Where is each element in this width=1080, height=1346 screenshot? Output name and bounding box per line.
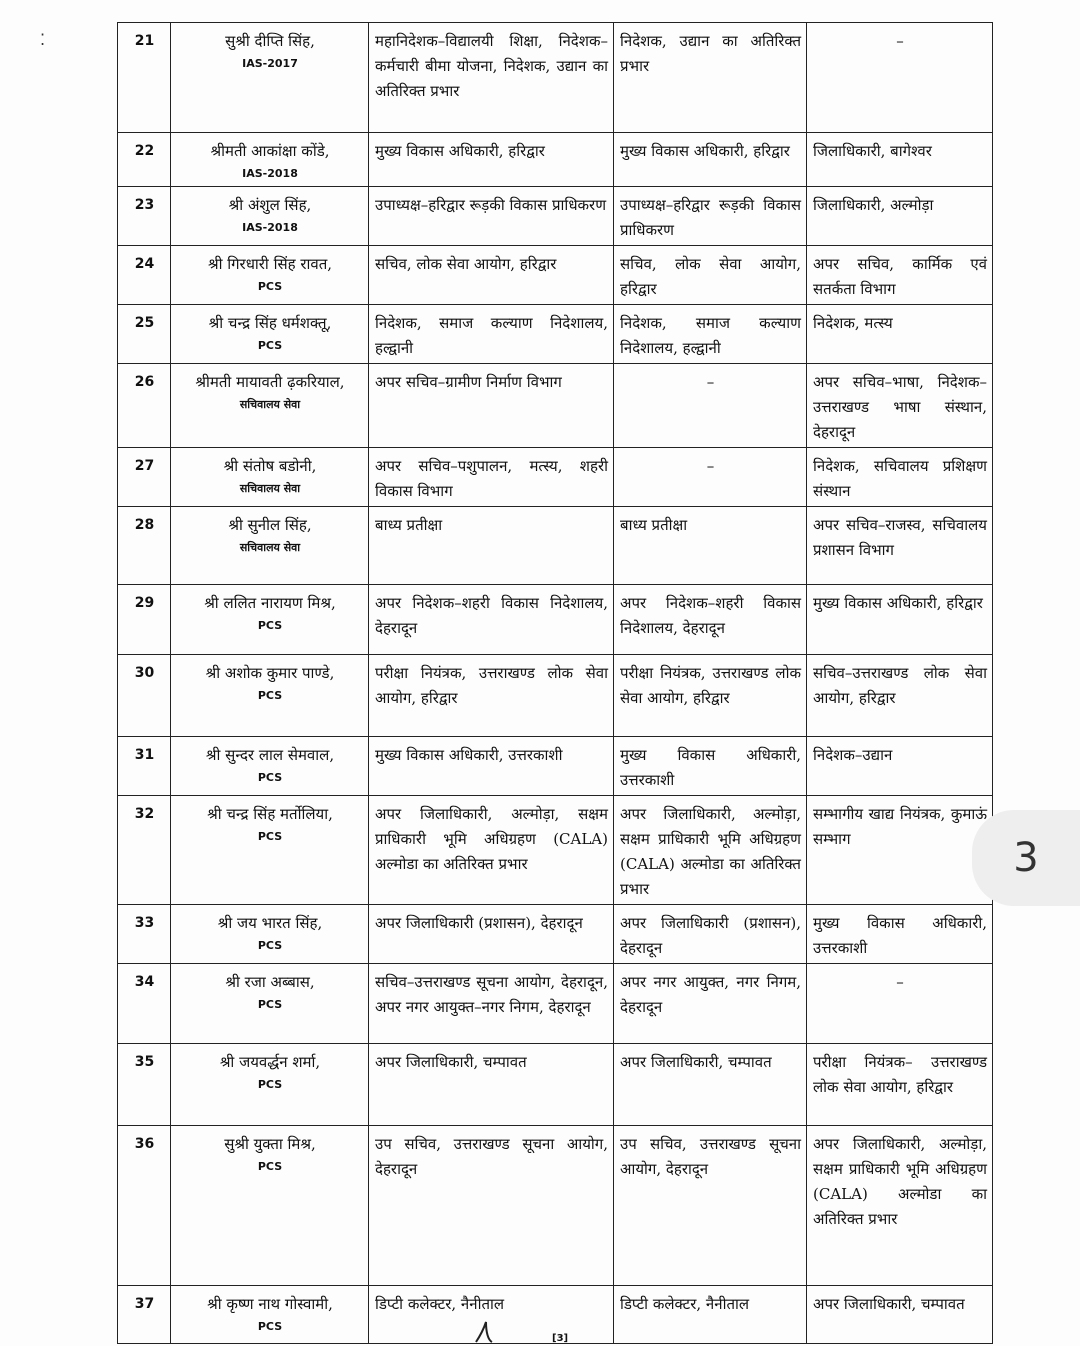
officer-name: श्रीमती आकांक्षा कोंडे,: [210, 142, 330, 160]
officer-service: PCS: [257, 1160, 283, 1173]
officer-service: PCS: [257, 830, 283, 843]
row-number: 33: [118, 905, 171, 964]
row-number: 34: [118, 964, 171, 1044]
table-row: [118, 737, 993, 796]
officer-service: सचिवालय सेवा: [239, 482, 301, 495]
table-row: [118, 246, 993, 305]
row-number: 22: [118, 133, 171, 187]
officer-cell: [171, 187, 369, 246]
current-post: अपर जिलाधिकारी, अल्मोड़ा, सक्षम प्राधिकारी भूमि अधिग्रहण (CALA) अल्मोडा का अतिरिक्त प्रभार: [369, 796, 614, 905]
page-number-tab[interactable]: 3: [972, 810, 1080, 906]
current-post: सचिव–उत्तराखण्ड सूचना आयोग, देहरादून, अपर नगर आयुक्त–नगर निगम, देहरादून: [369, 964, 614, 1044]
relieved-post: निदेशक, समाज कल्याण निदेशालय, हल्द्वानी: [614, 305, 807, 364]
row-number: 24: [118, 246, 171, 305]
current-post: परीक्षा नियंत्रक, उत्तराखण्ड लोक सेवा आयोग, हरिद्वार: [369, 655, 614, 737]
current-post: अपर जिलाधिकारी (प्रशासन), देहरादून: [369, 905, 614, 964]
table-row: [118, 655, 993, 737]
officer-cell: [171, 964, 369, 1044]
new-post: निदेशक, मत्स्य: [807, 305, 993, 364]
officer-name: श्री अशोक कुमार पाण्डे,: [205, 664, 335, 682]
relieved-post: अपर जिलाधिकारी (प्रशासन), देहरादून: [614, 905, 807, 964]
signature-mark: [470, 1318, 510, 1346]
current-post: उपाध्यक्ष–हरिद्वार रूड़की विकास प्राधिकरण: [369, 187, 614, 246]
relieved-post: –: [614, 448, 807, 507]
officer-cell: [171, 448, 369, 507]
row-number: 36: [118, 1126, 171, 1286]
relieved-post: अपर जिलाधिकारी, चम्पावत: [614, 1044, 807, 1126]
table-row: [118, 905, 993, 964]
row-number: 26: [118, 364, 171, 448]
current-post: निदेशक, समाज कल्याण निदेशालय, हल्द्वानी: [369, 305, 614, 364]
new-post: मुख्य विकास अधिकारी, हरिद्वार: [807, 585, 993, 655]
table-body: [118, 23, 993, 1344]
current-post: अपर जिलाधिकारी, चम्पावत: [369, 1044, 614, 1126]
officer-name: श्री कृष्ण नाथ गोस्वामी,: [207, 1295, 333, 1313]
new-post: जिलाधिकारी, अल्मोड़ा: [807, 187, 993, 246]
officer-name: श्रीमती मायावती ढ़करियाल,: [195, 373, 345, 391]
new-post: अपर सचिव–भाषा, निदेशक–उत्तराखण्ड भाषा संस्थान, देहरादून: [807, 364, 993, 448]
table-row: [118, 448, 993, 507]
relieved-post: डिप्टी कलेक्टर, नैनीताल: [614, 1286, 807, 1344]
officer-cell: [171, 23, 369, 133]
officer-name: श्री संतोष बडोनी,: [223, 457, 317, 475]
current-post: डिप्टी कलेक्टर, नैनीताल: [369, 1286, 614, 1344]
officer-service: PCS: [257, 689, 283, 702]
table-row: [118, 796, 993, 905]
officer-service: PCS: [257, 1078, 283, 1091]
table-row: [118, 23, 993, 133]
officer-cell: [171, 796, 369, 905]
officer-name: श्री जयवर्द्धन शर्मा,: [219, 1053, 321, 1071]
current-post: अपर सचिव–पशुपालन, मत्स्य, शहरी विकास विभाग: [369, 448, 614, 507]
officer-name: श्री अंशुल सिंह,: [228, 196, 312, 214]
officer-cell: [171, 364, 369, 448]
new-post: अपर सचिव, कार्मिक एवं सतर्कता विभाग: [807, 246, 993, 305]
row-number: 23: [118, 187, 171, 246]
new-post: अपर जिलाधिकारी, अल्मोड़ा, सक्षम प्राधिकारी भूमि अधिग्रहण (CALA) अल्मोडा का अतिरिक्त प्रभार: [807, 1126, 993, 1286]
relieved-post: –: [614, 364, 807, 448]
new-post: अपर सचिव–राजस्व, सचिवालय प्रशासन विभाग: [807, 507, 993, 585]
officer-cell: [171, 1126, 369, 1286]
relieved-post: अपर नगर आयुक्त, नगर निगम, देहरादून: [614, 964, 807, 1044]
officer-service: IAS-2018: [242, 167, 298, 180]
officer-name: श्री सुन्दर लाल सेमवाल,: [205, 746, 335, 764]
table-row: [118, 585, 993, 655]
officer-name: श्री गिरधारी सिंह रावत,: [207, 255, 333, 273]
relieved-post: उपाध्यक्ष–हरिद्वार रूड़की विकास प्राधिकरण: [614, 187, 807, 246]
officer-service: PCS: [257, 771, 283, 784]
officer-service: सचिवालय सेवा: [239, 398, 301, 411]
row-number: 31: [118, 737, 171, 796]
officer-cell: [171, 246, 369, 305]
relieved-post: मुख्य विकास अधिकारी, उत्तरकाशी: [614, 737, 807, 796]
new-post: सम्भागीय खाद्य नियंत्रक, कुमाऊं सम्भाग: [807, 796, 993, 905]
relieved-post: मुख्य विकास अधिकारी, हरिद्वार: [614, 133, 807, 187]
officer-service: PCS: [257, 939, 283, 952]
officer-cell: [171, 133, 369, 187]
table-row: [118, 1126, 993, 1286]
current-post: मुख्य विकास अधिकारी, उत्तरकाशी: [369, 737, 614, 796]
table-row: [118, 133, 993, 187]
officer-name: श्री ललित नारायण मिश्र,: [204, 594, 336, 612]
officer-service: सचिवालय सेवा: [239, 541, 301, 554]
officer-name: श्री सुनील सिंह,: [228, 516, 312, 534]
relieved-post: अपर निदेशक–शहरी विकास निदेशालय, देहरादून: [614, 585, 807, 655]
officer-cell: [171, 1044, 369, 1126]
officer-name: श्री जय भारत सिंह,: [217, 914, 323, 932]
officer-service: IAS-2018: [242, 221, 298, 234]
officer-name: श्री चन्द्र सिंह धर्मशक्तू,: [208, 314, 332, 332]
table-row: [118, 1044, 993, 1126]
relieved-post: अपर जिलाधिकारी, अल्मोड़ा, सक्षम प्राधिकारी भूमि अधिग्रहण (CALA) अल्मोडा का अतिरिक्त प्रभार: [614, 796, 807, 905]
officer-name: श्री चन्द्र सिंह मर्तोलिया,: [207, 805, 333, 823]
officer-service: PCS: [257, 619, 283, 632]
officer-service: IAS-2017: [242, 57, 298, 70]
current-post: उप सचिव, उत्तराखण्ड सूचना आयोग, देहरादून: [369, 1126, 614, 1286]
margin-mark: ⁚: [40, 30, 46, 49]
row-number: 28: [118, 507, 171, 585]
officer-service: PCS: [257, 339, 283, 352]
officer-cell: [171, 305, 369, 364]
table-row: [118, 964, 993, 1044]
transfer-table: [117, 22, 993, 1344]
current-post: अपर निदेशक–शहरी विकास निदेशालय, देहरादून: [369, 585, 614, 655]
row-number: 32: [118, 796, 171, 905]
officer-service: PCS: [257, 280, 283, 293]
new-post: निदेशक–उद्यान: [807, 737, 993, 796]
relieved-post: बाध्य प्रतीक्षा: [614, 507, 807, 585]
officer-cell: [171, 655, 369, 737]
row-number: 25: [118, 305, 171, 364]
row-number: 30: [118, 655, 171, 737]
officer-cell: [171, 737, 369, 796]
officer-cell: [171, 905, 369, 964]
row-number: 21: [118, 23, 171, 133]
officer-name: सुश्री युक्ता मिश्र,: [224, 1135, 316, 1153]
new-post: अपर जिलाधिकारी, चम्पावत: [807, 1286, 993, 1344]
current-post: मुख्य विकास अधिकारी, हरिद्वार: [369, 133, 614, 187]
current-post: अपर सचिव–ग्रामीण निर्माण विभाग: [369, 364, 614, 448]
officer-service: PCS: [257, 998, 283, 1011]
footer-page-number: [3]: [552, 1333, 569, 1344]
new-post: –: [807, 23, 993, 133]
officer-cell: [171, 585, 369, 655]
relieved-post: उप सचिव, उत्तराखण्ड सूचना आयोग, देहरादून: [614, 1126, 807, 1286]
table-row: [118, 187, 993, 246]
row-number: 37: [118, 1286, 171, 1344]
officer-service: PCS: [257, 1320, 283, 1333]
new-post: सचिव–उत्तराखण्ड लोक सेवा आयोग, हरिद्वार: [807, 655, 993, 737]
new-post: निदेशक, सचिवालय प्रशिक्षण संस्थान: [807, 448, 993, 507]
officer-name: श्री रजा अब्बास,: [225, 973, 315, 991]
relieved-post: सचिव, लोक सेवा आयोग, हरिद्वार: [614, 246, 807, 305]
table-row: [118, 305, 993, 364]
current-post: महानिदेशक–विद्यालयी शिक्षा, निदेशक–कर्मचारी बीमा योजना, निदेशक, उद्यान का अतिरिक्त प्रभार: [369, 23, 614, 133]
officer-cell: [171, 507, 369, 585]
row-number: 27: [118, 448, 171, 507]
table-row: [118, 364, 993, 448]
relieved-post: निदेशक, उद्यान का अतिरिक्त प्रभार: [614, 23, 807, 133]
current-post: बाध्य प्रतीक्षा: [369, 507, 614, 585]
officer-cell: [171, 1286, 369, 1344]
current-post: सचिव, लोक सेवा आयोग, हरिद्वार: [369, 246, 614, 305]
new-post: –: [807, 964, 993, 1044]
new-post: मुख्य विकास अधिकारी, उत्तरकाशी: [807, 905, 993, 964]
relieved-post: परीक्षा नियंत्रक, उत्तराखण्ड लोक सेवा आयोग, हरिद्वार: [614, 655, 807, 737]
row-number: 29: [118, 585, 171, 655]
officer-name: सुश्री दीप्ति सिंह,: [225, 32, 315, 50]
table-row: [118, 507, 993, 585]
new-post: जिलाधिकारी, बागेश्वर: [807, 133, 993, 187]
new-post: परीक्षा नियंत्रक– उत्तराखण्ड लोक सेवा आयोग, हरिद्वार: [807, 1044, 993, 1126]
row-number: 35: [118, 1044, 171, 1126]
